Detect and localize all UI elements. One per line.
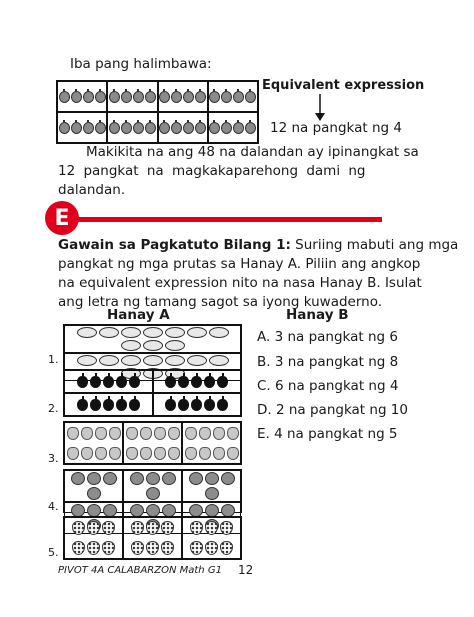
item-number: 5. [48, 546, 59, 559]
strawberry-icon [190, 521, 203, 535]
strawberry-icon [102, 521, 115, 535]
item-number: 2. [48, 402, 59, 415]
apple-icon [129, 399, 140, 411]
orange-icon [146, 472, 160, 485]
intro-label: Iba pang halimbawa: [70, 56, 212, 72]
orange-icon [121, 91, 132, 103]
orange-icon [159, 91, 170, 103]
egg-icon [143, 340, 163, 351]
apple-icon [90, 376, 101, 388]
orange-icon [162, 472, 176, 485]
orange-icon [71, 472, 85, 485]
orange-group-cell [57, 112, 107, 143]
orange-group-cell [64, 470, 123, 502]
orange-icon [83, 122, 94, 134]
orange-icon [146, 487, 160, 500]
orange-group-cell [107, 112, 157, 143]
apple-icon [77, 376, 88, 388]
activity-line-4: ang letra ng tamang sagot sa iyong kuwaderno. [58, 294, 383, 310]
item-number: 3. [48, 452, 59, 465]
section-badge [45, 201, 79, 235]
strawberry-icon [131, 521, 144, 535]
equivalent-value: 12 na pangkat ng 4 [270, 120, 403, 136]
strawberry-group-cell [64, 517, 123, 559]
pear-group-cell [182, 422, 241, 464]
item-number: 1. [48, 353, 59, 366]
orange-icon [83, 91, 94, 103]
item-4-group [63, 469, 242, 513]
orange-icon [145, 122, 156, 134]
strawberry-icon [131, 541, 144, 555]
orange-group-cell [57, 81, 107, 112]
egg-icon [209, 327, 229, 338]
apple-icon [178, 376, 189, 388]
choice-e: E. 4 na pangkat ng 5 [257, 426, 398, 442]
column-a-header: Hanay A [107, 307, 170, 323]
apple-icon [116, 376, 127, 388]
orange-icon [171, 91, 182, 103]
pear-icon [213, 427, 225, 440]
pear-group-cell [64, 422, 123, 464]
arrow-down-icon [314, 94, 326, 122]
orange-icon [103, 472, 117, 485]
egg-icon [121, 327, 141, 338]
apple-icon [217, 399, 228, 411]
explanation-line-2: 12 pangkat na magkakaparehong dami ng [58, 163, 366, 179]
explanation-line-3: dalandan. [58, 182, 126, 198]
item-5-group [63, 516, 242, 560]
orange-icon [245, 122, 256, 134]
pear-icon [168, 427, 180, 440]
orange-icon [221, 472, 235, 485]
orange-icon [209, 91, 220, 103]
orange-icon [205, 472, 219, 485]
apple-group-cell [153, 393, 242, 416]
pear-icon [95, 427, 107, 440]
choice-a: A. 3 na pangkat ng 6 [257, 329, 398, 345]
strawberry-icon [146, 541, 159, 555]
strawberry-icon [220, 541, 233, 555]
choice-d: D. 2 na pangkat ng 10 [257, 402, 408, 418]
orange-icon [59, 122, 70, 134]
orange-icon [133, 91, 144, 103]
apple-group-cell [64, 370, 153, 393]
apple-icon [90, 399, 101, 411]
apple-icon [77, 399, 88, 411]
orange-group-cell [208, 81, 258, 112]
apple-icon [165, 399, 176, 411]
orange-icon [171, 122, 182, 134]
orange-icon [133, 122, 144, 134]
egg-icon [165, 340, 185, 351]
orange-group-cell [158, 112, 208, 143]
section-letter: E [54, 205, 70, 231]
strawberry-icon [161, 541, 174, 555]
orange-icon [189, 472, 203, 485]
item-1-group [63, 324, 242, 371]
activity-line-1-rest: Suriing mabuti ang mga [290, 237, 459, 253]
egg-icon [165, 327, 185, 338]
orange-icon [221, 91, 232, 103]
footer-source: PIVOT 4A CALABARZON Math G1 [58, 565, 222, 576]
egg-icon [187, 327, 207, 338]
orange-icon [221, 122, 232, 134]
pear-icon [81, 447, 93, 460]
orange-group-cell [158, 81, 208, 112]
column-b-header: Hanay B [286, 307, 349, 323]
pear-icon [140, 427, 152, 440]
egg-icon [99, 355, 119, 366]
egg-icon [143, 355, 163, 366]
strawberry-icon [220, 521, 233, 535]
orange-icon [71, 91, 82, 103]
apple-icon [103, 376, 114, 388]
orange-icon [109, 122, 120, 134]
egg-icon [99, 327, 119, 338]
apple-icon [204, 376, 215, 388]
apple-icon [116, 399, 127, 411]
strawberry-icon [146, 521, 159, 535]
strawberry-group-cell [123, 517, 182, 559]
orange-group-cell [107, 81, 157, 112]
orange-icon [87, 487, 101, 500]
pear-icon [227, 427, 239, 440]
pear-icon [213, 447, 225, 460]
pear-icon [227, 447, 239, 460]
activity-line-1 [58, 236, 458, 256]
egg-icon [77, 355, 97, 366]
orange-icon [195, 91, 206, 103]
strawberry-icon [87, 521, 100, 535]
orange-icon [130, 472, 144, 485]
orange-group-cell [123, 470, 182, 502]
strawberry-icon [205, 521, 218, 535]
example-fruit-grid [56, 80, 259, 144]
egg-icon [121, 355, 141, 366]
pear-icon [154, 447, 166, 460]
apple-icon [191, 399, 202, 411]
orange-icon [205, 487, 219, 500]
egg-icon [121, 340, 141, 351]
strawberry-icon [87, 541, 100, 555]
orange-icon [209, 122, 220, 134]
equivalent-expression-label: Equivalent expression [262, 78, 425, 93]
orange-icon [145, 91, 156, 103]
orange-icon [71, 122, 82, 134]
choice-b: B. 3 na pangkat ng 8 [257, 354, 399, 370]
egg-icon [143, 327, 163, 338]
orange-icon [87, 472, 101, 485]
strawberry-icon [102, 541, 115, 555]
activity-line-3: na equivalent expression nito na nasa Hanay B. Isulat [58, 275, 422, 291]
orange-icon [183, 122, 194, 134]
section-divider [74, 217, 382, 222]
pear-icon [126, 427, 138, 440]
orange-icon [121, 122, 132, 134]
apple-group-cell [64, 393, 153, 416]
orange-icon [59, 91, 70, 103]
pear-icon [168, 447, 180, 460]
strawberry-group-cell [182, 517, 241, 559]
apple-icon [103, 399, 114, 411]
apple-icon [191, 376, 202, 388]
orange-icon [95, 91, 106, 103]
orange-icon [159, 122, 170, 134]
apple-group-cell [153, 370, 242, 393]
strawberry-icon [190, 541, 203, 555]
strawberry-icon [72, 521, 85, 535]
orange-icon [195, 122, 206, 134]
orange-group-cell [208, 112, 258, 143]
egg-icon [187, 355, 207, 366]
orange-icon [233, 122, 244, 134]
orange-icon [245, 91, 256, 103]
footer-page-number: 12 [238, 563, 254, 577]
orange-icon [233, 91, 244, 103]
orange-icon [95, 122, 106, 134]
apple-icon [178, 399, 189, 411]
egg-group-cell [64, 325, 241, 353]
pear-icon [81, 427, 93, 440]
pear-icon [185, 427, 197, 440]
egg-icon [165, 355, 185, 366]
apple-icon [165, 376, 176, 388]
pear-icon [154, 427, 166, 440]
pear-icon [67, 447, 79, 460]
apple-icon [129, 376, 140, 388]
pear-icon [199, 427, 211, 440]
egg-icon [77, 327, 97, 338]
explanation-line-1: Makikita na ang 48 na dalandan ay ipinangkat sa [86, 144, 419, 160]
item-2-group [63, 369, 242, 417]
orange-icon [109, 91, 120, 103]
orange-group-cell [182, 470, 241, 502]
pear-icon [126, 447, 138, 460]
pear-icon [109, 427, 121, 440]
activity-title: Gawain sa Pagkatuto Bilang 1: [58, 237, 291, 253]
pear-icon [95, 447, 107, 460]
item-3-group [63, 421, 242, 465]
apple-icon [217, 376, 228, 388]
pear-icon [67, 427, 79, 440]
orange-icon [183, 91, 194, 103]
pear-icon [140, 447, 152, 460]
choice-c: C. 6 na pangkat ng 4 [257, 378, 399, 394]
strawberry-icon [161, 521, 174, 535]
strawberry-icon [72, 541, 85, 555]
pear-icon [199, 447, 211, 460]
activity-line-2: pangkat ng mga prutas sa Hanay A. Piliin ang angkop [58, 256, 421, 272]
strawberry-icon [205, 541, 218, 555]
pear-group-cell [123, 422, 182, 464]
item-number: 4. [48, 500, 59, 513]
pear-icon [109, 447, 121, 460]
pear-icon [185, 447, 197, 460]
apple-icon [204, 399, 215, 411]
egg-icon [209, 355, 229, 366]
